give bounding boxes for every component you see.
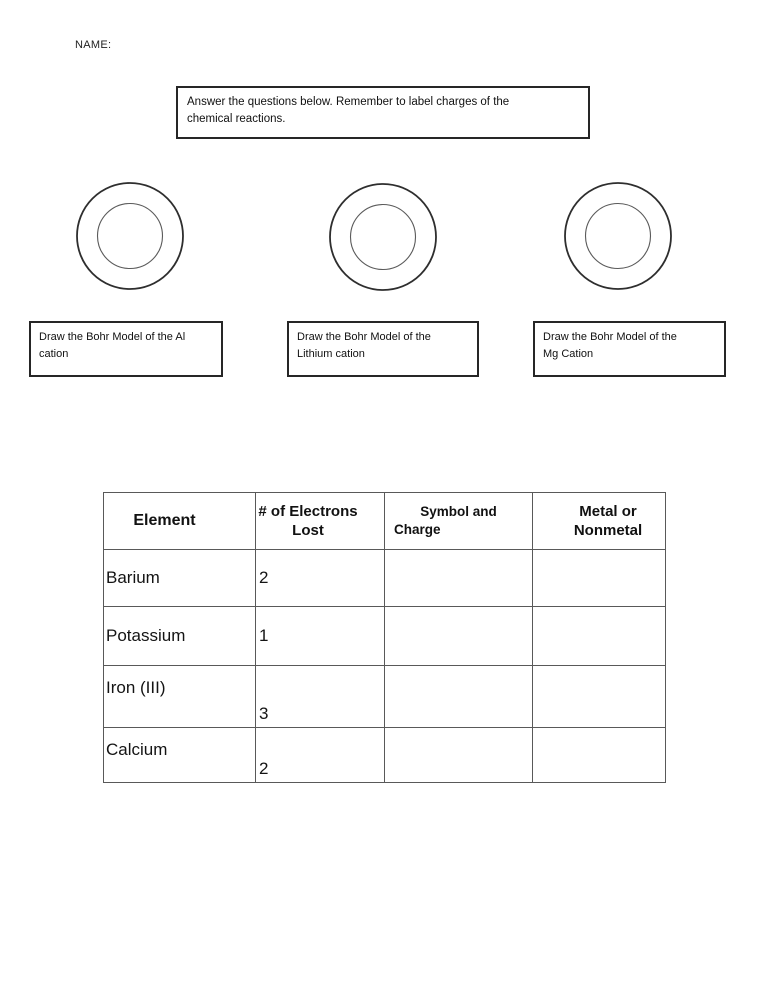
inner-nucleus-circle [98, 204, 163, 269]
prompt-text-line-1: Draw the Bohr Model of the Al [39, 331, 186, 343]
element-cell: Potassium [104, 607, 256, 666]
table-row-barium [104, 550, 666, 607]
header-label-line-2: Lost [292, 522, 324, 539]
inner-nucleus-circle [351, 205, 416, 270]
outer-shell-circle [77, 183, 183, 289]
electrons-lost-cell: 3 [256, 666, 385, 728]
symbol-charge-header-cell [385, 493, 533, 550]
instruction-text-line-1: Answer the questions below. Remember to label charges of the [187, 96, 510, 108]
prompt-text-line-2: Lithium cation [297, 348, 365, 360]
element-cell: Calcium [104, 728, 256, 783]
metal-nonmetal-header-cell [533, 493, 666, 550]
header-label-line-2: Nonmetal [573, 522, 643, 539]
symbol-charge-answer-cell [385, 728, 533, 783]
bohr-model-diagram-mg [562, 180, 674, 292]
metal-nonmetal-answer-cell [533, 728, 666, 783]
element-cell: Barium [104, 550, 256, 607]
symbol-charge-answer-cell [385, 666, 533, 728]
header-label: Element [133, 512, 196, 529]
name-label: NAME: [75, 39, 112, 51]
instruction-box [176, 86, 590, 139]
metal-nonmetal-answer-cell [533, 607, 666, 666]
header-label-line-1: # of Electrons [258, 503, 358, 520]
electrons-lost-cell: 1 [256, 607, 385, 666]
ion-worksheet-table [103, 492, 666, 783]
prompt-box-mg-cation [533, 321, 726, 377]
table-row-potassium [104, 607, 666, 666]
metal-nonmetal-answer-cell [533, 666, 666, 728]
prompt-box-lithium-cation [287, 321, 479, 377]
header-label-line-1: Metal or [579, 503, 637, 520]
table-row-iron-iii [104, 666, 666, 728]
metal-nonmetal-answer-cell [533, 550, 666, 607]
prompt-text-line-2: cation [39, 348, 69, 360]
table-row-calcium [104, 728, 666, 783]
prompt-text-line-1: Draw the Bohr Model of the [297, 331, 431, 343]
electrons-lost-cell: 2 [256, 728, 385, 783]
instruction-text-line-2: chemical reactions. [187, 113, 286, 125]
electrons-lost-cell: 2 [256, 550, 385, 607]
element-header-cell [104, 493, 256, 550]
outer-shell-circle [330, 184, 436, 290]
header-label-line-1: Symbol and [420, 504, 497, 519]
prompt-text-line-2: Mg Cation [543, 348, 594, 360]
bohr-model-diagram-al [74, 180, 186, 292]
electrons-lost-header-cell [256, 493, 385, 550]
symbol-charge-answer-cell [385, 550, 533, 607]
element-cell: Iron (III) [104, 666, 256, 728]
inner-nucleus-circle [586, 204, 651, 269]
symbol-charge-answer-cell [385, 607, 533, 666]
outer-shell-circle [565, 183, 671, 289]
prompt-text-line-1: Draw the Bohr Model of the [543, 331, 677, 343]
bohr-model-diagram-lithium [327, 181, 439, 293]
header-label-line-2: Charge [394, 522, 441, 537]
table-header-row [104, 493, 666, 550]
prompt-box-al-cation [29, 321, 223, 377]
